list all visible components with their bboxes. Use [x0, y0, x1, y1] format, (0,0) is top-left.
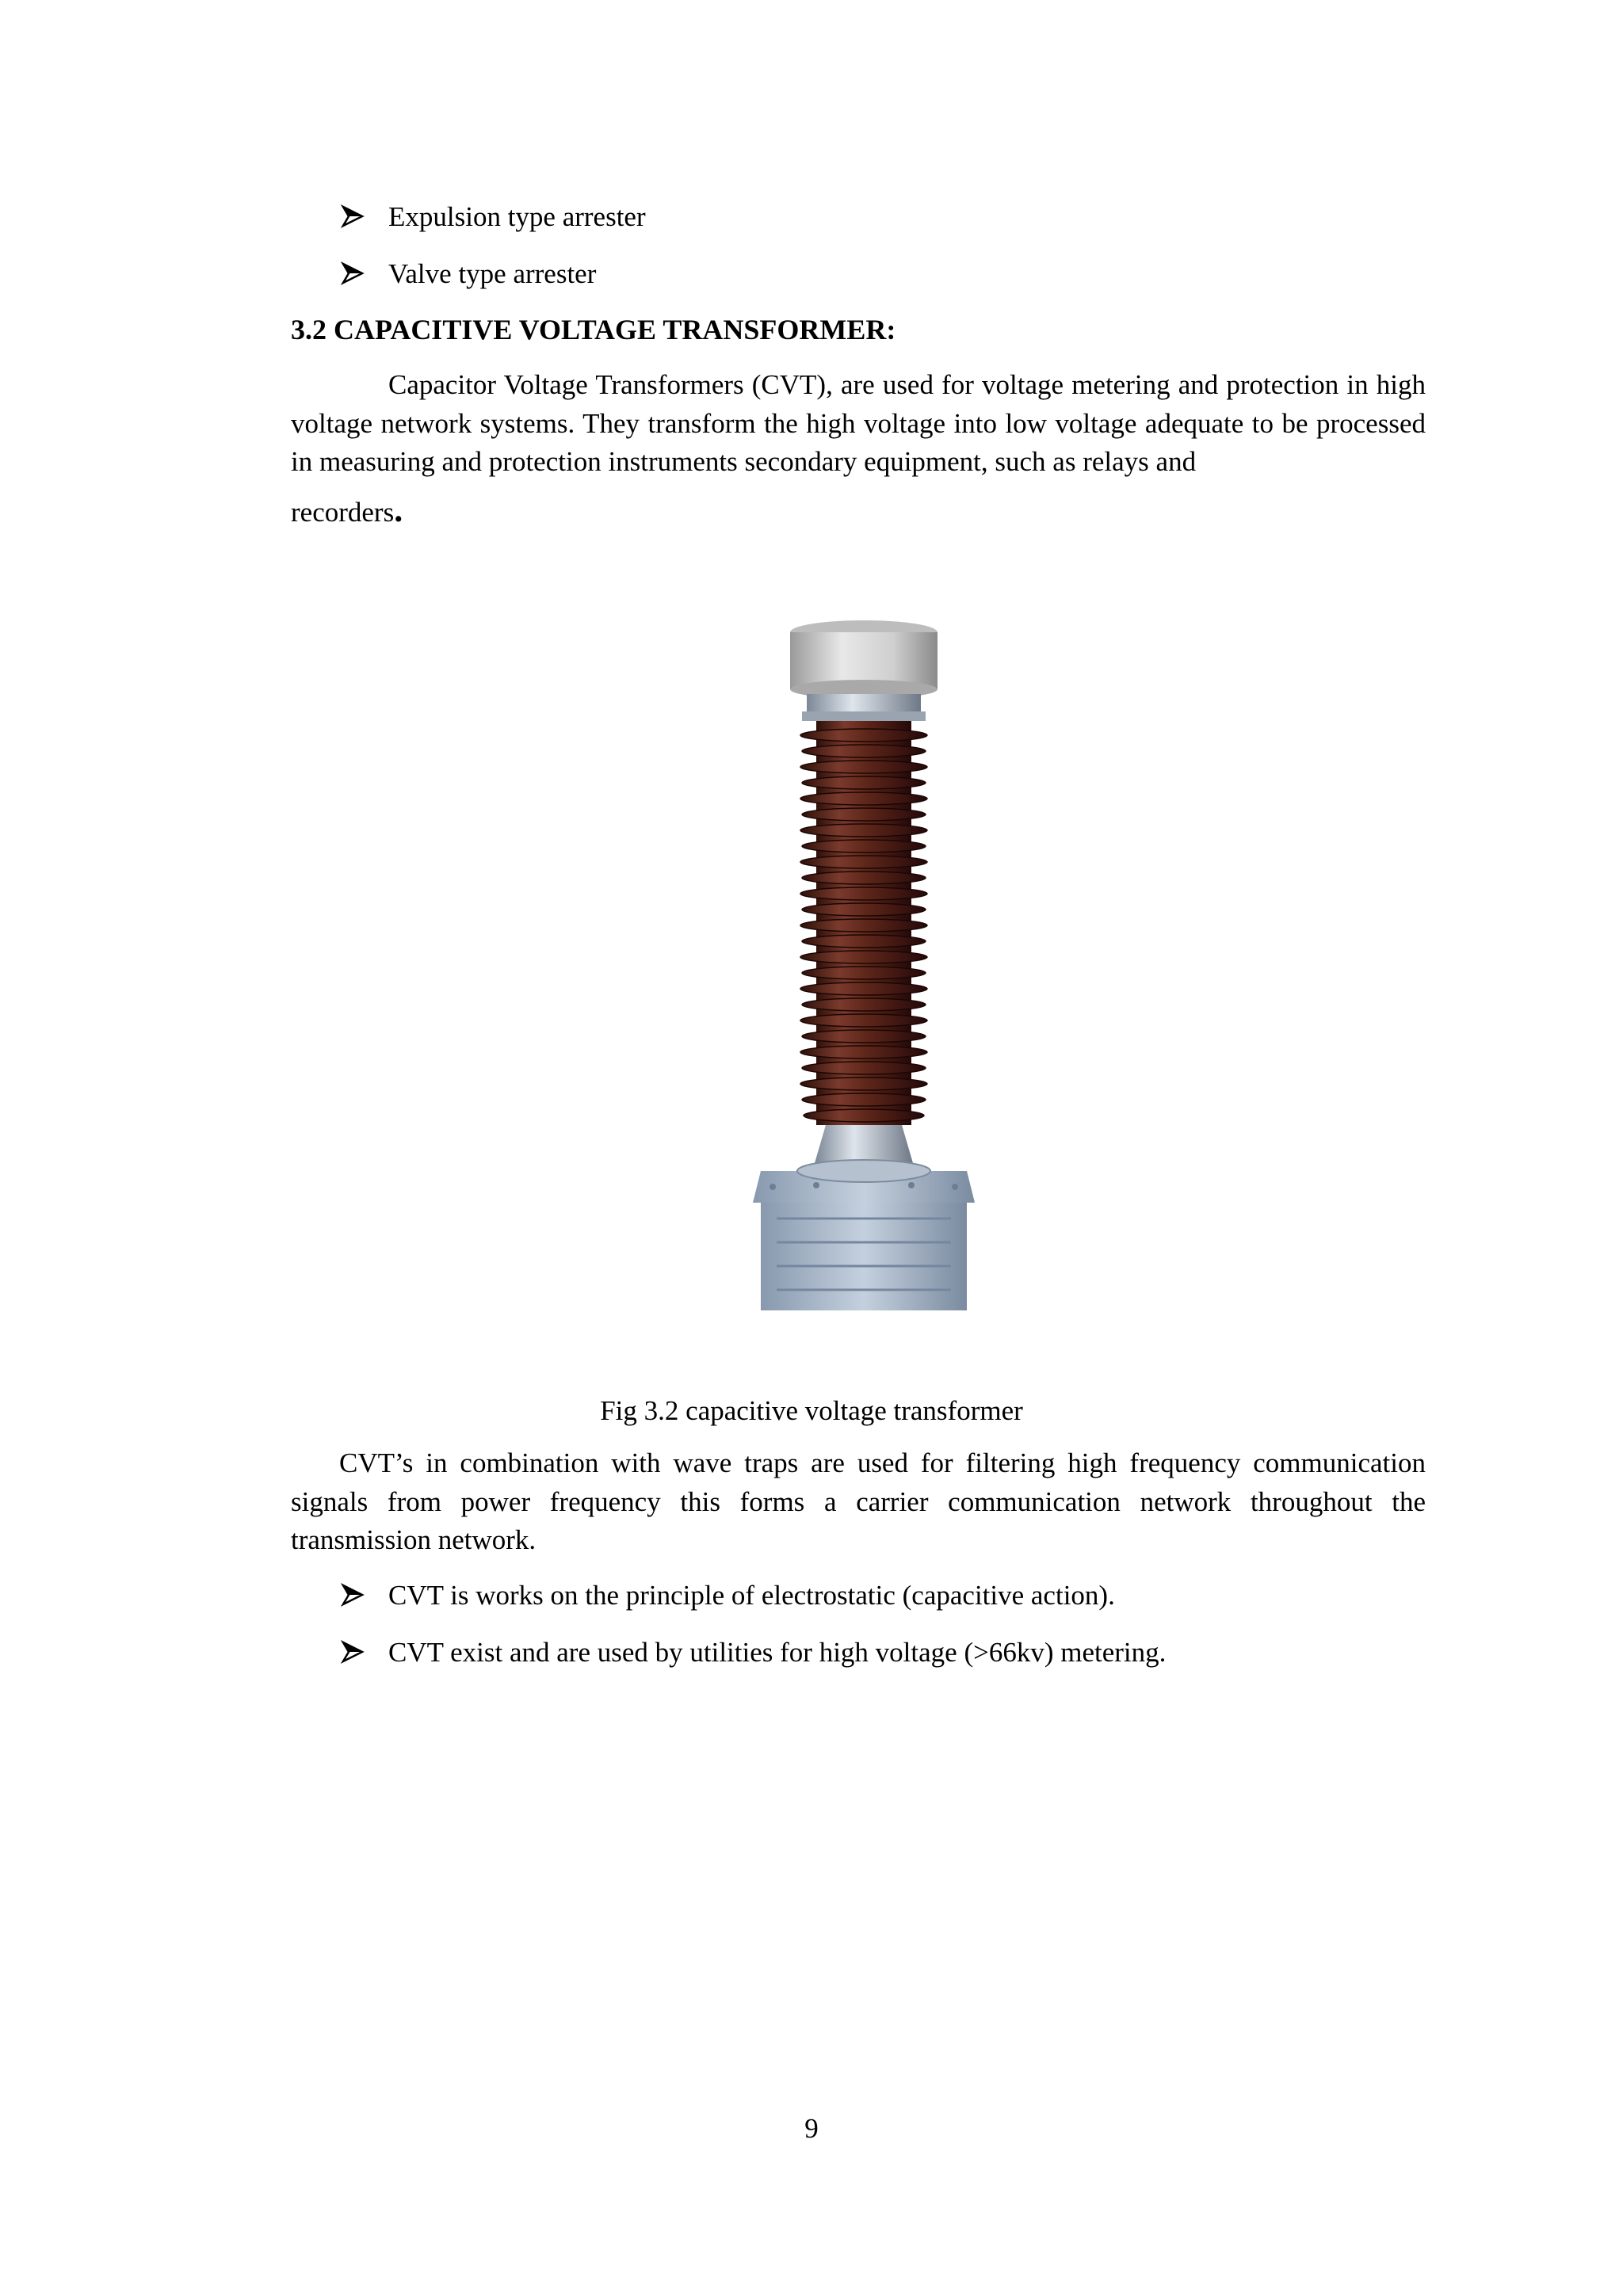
arrow-bullet-icon [341, 261, 365, 285]
cvt-wave-trap-paragraph: CVT’s in combination with wave traps are used for filtering high frequency communication signals from power frequency this forms a carrier communication network throughout the transmission network. [291, 1447, 1426, 1555]
intro-paragraph-main: Capacitor Voltage Transformers (CVT), are used for voltage metering and protection in high voltage network systems. They transform the high voltage into low voltage adequate to be processed in measuring and protection instruments secondary equipment, such as relays and [291, 369, 1426, 477]
bullet-item-expulsion [341, 198, 646, 236]
bullet-item-metering [341, 1634, 1166, 1672]
intro-paragraph [291, 366, 1426, 532]
page-number: 9 [804, 2113, 819, 2144]
bullet-text: CVT is works on the principle of electrostatic (capacitive action). [388, 1580, 1115, 1611]
figure-caption: Fig 3.2 capacitive voltage transformer [600, 1395, 1023, 1426]
bullet-item-valve [341, 255, 596, 293]
cvt-figure-image [737, 616, 991, 1314]
arrow-bullet-icon [341, 1640, 365, 1664]
intro-paragraph-last-line: recorders. [291, 490, 403, 529]
bullet-item-electrostatic [341, 1577, 1115, 1615]
section-heading: 3.2 CAPACITIVE VOLTAGE TRANSFORMER: [291, 314, 896, 345]
top-collar [807, 694, 921, 713]
top-flange [802, 711, 926, 721]
bullet-text: Valve type arrester [388, 258, 597, 289]
arrow-bullet-icon [341, 1583, 365, 1607]
flange-ring [797, 1160, 930, 1182]
bullet-text: Expulsion type arrester [388, 201, 646, 232]
arrow-bullet-icon [341, 204, 365, 228]
bottom-collar [815, 1125, 913, 1163]
cvt-illustration [737, 616, 991, 1314]
bullet-text: CVT exist and are used by utilities for high voltage (>66kv) metering. [388, 1637, 1167, 1668]
